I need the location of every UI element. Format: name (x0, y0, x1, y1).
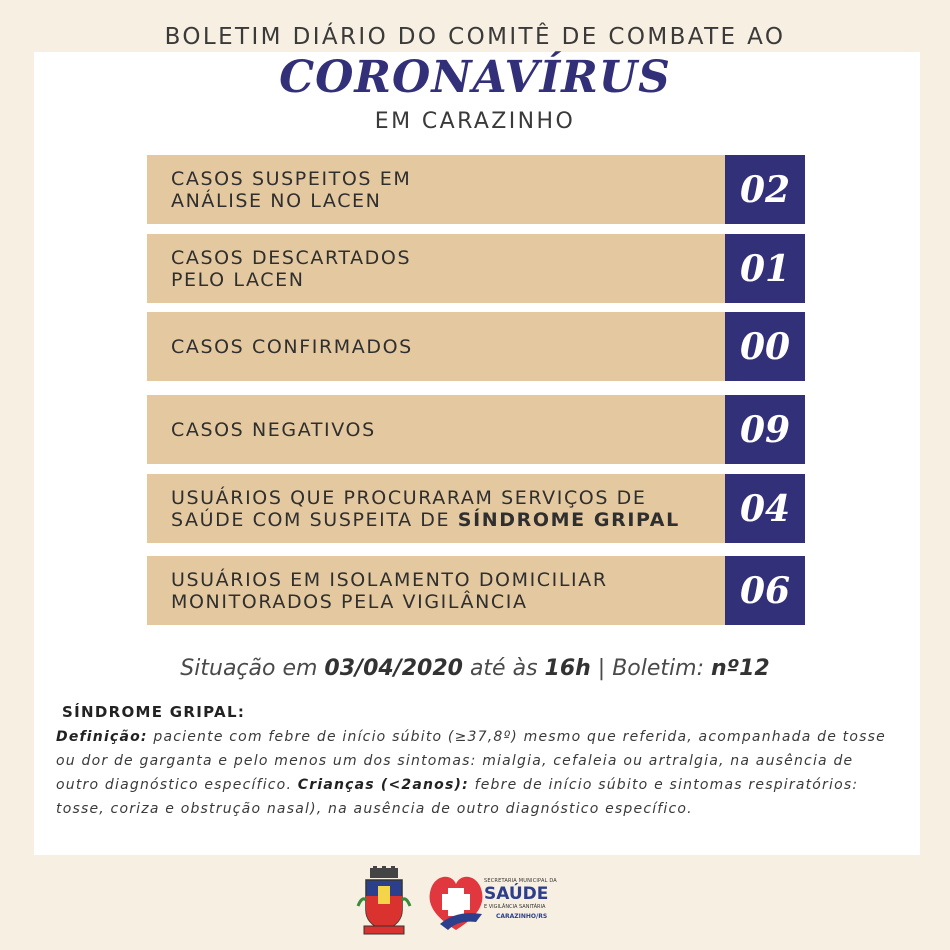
stat-row-isolamento (147, 556, 805, 625)
stat-label-line2: MONITORADOS PELA VIGILÂNCIA (171, 590, 528, 613)
stat-row-confirmados (147, 312, 805, 381)
stat-value: 00 (725, 312, 805, 381)
logo-saude: SAÚDE (484, 884, 549, 904)
children-label: Crianças (<2anos): (297, 777, 469, 793)
stat-label (147, 155, 725, 224)
stat-row-descartados (147, 234, 805, 303)
stat-label (147, 395, 725, 464)
city-line: EM CARAZINHO (374, 109, 576, 134)
situation-prefix: Situação em (180, 656, 325, 681)
logo-city: CARAZINHO/RS (496, 913, 548, 920)
stat-label-line2-bold: SÍNDROME GRIPAL (457, 508, 680, 531)
bulletin-number: nº12 (711, 656, 770, 681)
stat-label (147, 556, 725, 625)
stat-value: 04 (725, 474, 805, 543)
stat-row-sindrome-gripal (147, 474, 805, 543)
stat-label-line1: USUÁRIOS EM ISOLAMENTO DOMICILIAR (171, 568, 608, 591)
stat-label-line2 (171, 509, 680, 531)
stat-label-line1: USUÁRIOS QUE PROCURARAM SERVIÇOS DE (171, 486, 647, 509)
stat-label-line1: CASOS CONFIRMADOS (171, 335, 413, 358)
children-body: febre de início súbito e sintomas respiratórios: tosse, coriza e obstrução nasal), na ausência de outro diagnóstico específico. (56, 777, 859, 817)
stat-row-negativos (147, 395, 805, 464)
situation-hour: 16h (544, 656, 591, 681)
stat-label (147, 474, 725, 543)
stat-label-line2-prefix: SAÚDE COM SUSPEITA DE (171, 508, 458, 531)
definition-text (56, 725, 898, 821)
main-title: CORONAVÍRUS (279, 52, 671, 103)
stat-value: 01 (725, 234, 805, 303)
stat-label-line2: ANÁLISE NO LACEN (171, 189, 382, 212)
situation-line (0, 656, 950, 681)
logo-small-top: SECRETARIA MUNICIPAL DA (484, 878, 557, 884)
stat-value: 09 (725, 395, 805, 464)
stat-label-line1: CASOS NEGATIVOS (171, 418, 376, 441)
stat-value: 06 (725, 556, 805, 625)
stat-label-line1: CASOS SUSPEITOS EM (171, 167, 412, 190)
stat-value: 02 (725, 155, 805, 224)
stat-label-line2: PELO LACEN (171, 268, 305, 291)
definition-heading: SÍNDROME GRIPAL: (62, 703, 246, 721)
definition-label: Definição: (56, 729, 148, 745)
stat-label (147, 312, 725, 381)
bulletin-top-line: BOLETIM DIÁRIO DO COMITÊ DE COMBATE AO (164, 24, 786, 50)
situation-middle: até às (462, 656, 545, 681)
stat-row-suspeitos (147, 155, 805, 224)
situation-date: 03/04/2020 (324, 656, 463, 681)
definition-body: paciente com febre de início súbito (≥37,8º) mesmo que referida, acompanhada de tosse ou dor de garganta e pelo menos um dos sintomas: mialgia, cefaleia ou artralgia, na ausência de outro diagnóstico específico. (56, 729, 886, 793)
logo-small-sub: E VIGILÂNCIA SANITÁRIA (484, 904, 546, 910)
footer-logos (356, 866, 576, 938)
stat-label (147, 234, 725, 303)
situation-separator: | Boletim: (590, 656, 711, 681)
municipal-crest-icon (356, 866, 412, 936)
stat-label-line1: CASOS DESCARTADOS (171, 246, 412, 269)
